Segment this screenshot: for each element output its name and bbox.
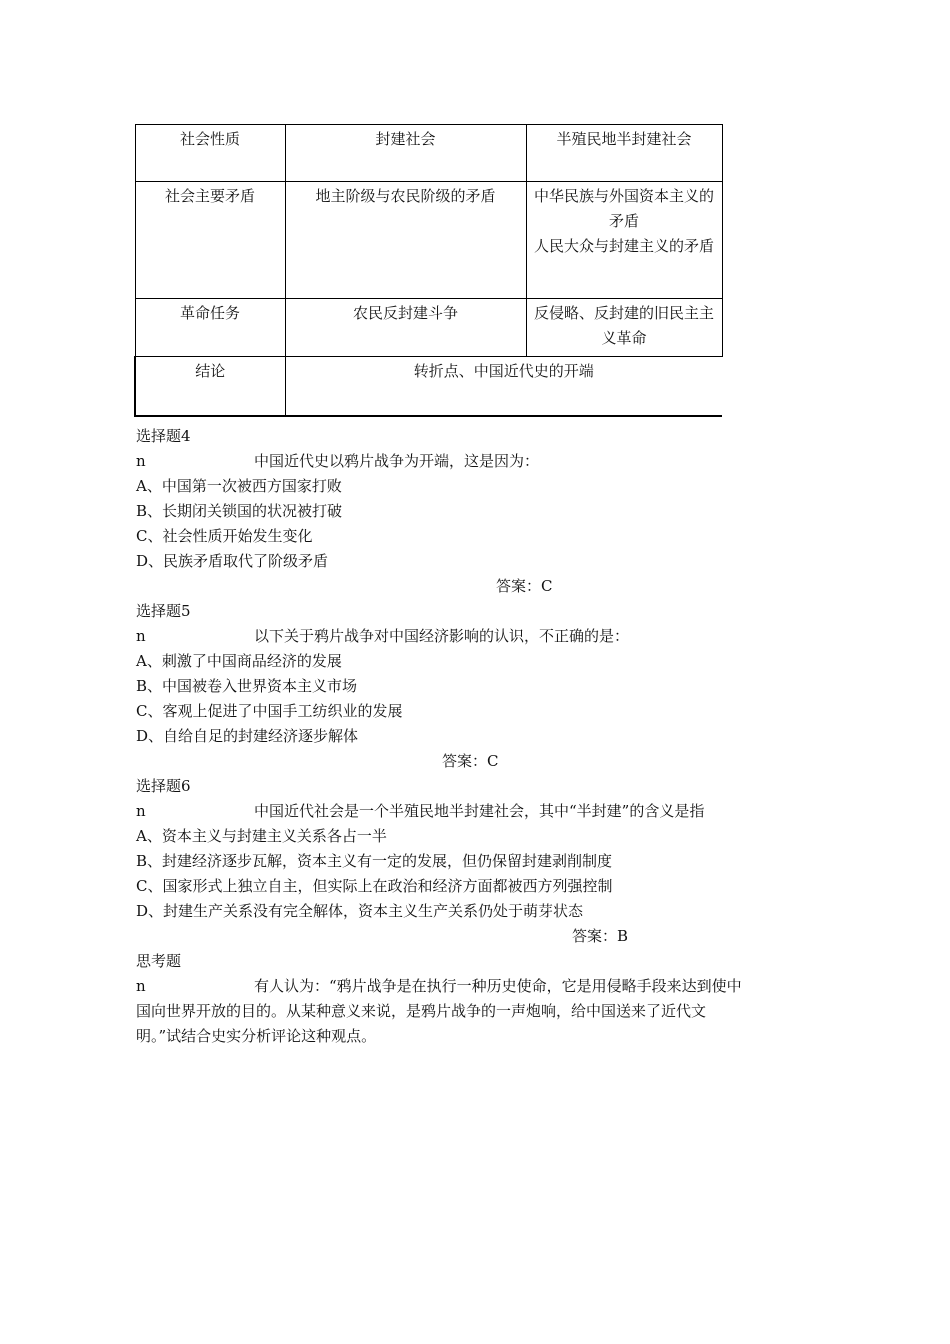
- table-cell: 结论: [135, 357, 285, 417]
- option-a: A、中国第一次被西方国家打败: [136, 477, 342, 495]
- bullet-marker: n: [136, 452, 146, 470]
- table-cell-line: 人民大众与封建主义的矛盾: [533, 237, 714, 255]
- table-cell: 农民反封建斗争: [285, 299, 526, 357]
- answer: 答案：C: [442, 752, 499, 770]
- bullet-marker: n: [136, 802, 146, 820]
- thinking-title: 思考题: [136, 952, 182, 970]
- question-stem: [136, 799, 816, 824]
- table-cell: 半殖民地半封建社会: [526, 125, 722, 182]
- table-cell: 社会性质: [135, 125, 285, 182]
- option-a: A、资本主义与封建主义关系各占一半: [136, 827, 387, 845]
- option-d: D、自给自足的封建经济逐步解体: [136, 727, 359, 745]
- table-row: [135, 125, 722, 182]
- option-b: B、封建经济逐步瓦解，资本主义有一定的发展，但仍保留封建剥削制度: [136, 852, 613, 870]
- question-title: 选择题4: [136, 427, 191, 445]
- question-stem: [136, 449, 816, 474]
- option-d: D、封建生产关系没有完全解体，资本主义生产关系仍处于萌芽状态: [136, 902, 584, 920]
- option-c: C、客观上促进了中国手工纺织业的发展: [136, 702, 403, 720]
- table-cell: 封建社会: [285, 125, 526, 182]
- table-cell: 反侵略、反封建的旧民主主义革命: [526, 299, 722, 357]
- bullet-marker: n: [136, 627, 146, 645]
- question-stem-text: 中国近代史以鸦片战争为开端，这是因为：: [254, 452, 540, 470]
- table-cell: [526, 182, 722, 299]
- question-title: 选择题5: [136, 602, 191, 620]
- option-c: C、国家形式上独立自主，但实际上在政治和经济方面都被西方列强控制: [136, 877, 613, 895]
- document-body: [136, 424, 816, 1049]
- question-title: 选择题6: [136, 777, 191, 795]
- option-b: B、中国被卷入世界资本主义市场: [136, 677, 358, 695]
- table-cell-line: 中华民族与外国资本主义的矛盾: [533, 187, 714, 230]
- question-stem-text: 以下关于鸦片战争对中国经济影响的认识，不正确的是：: [254, 627, 630, 645]
- table-cell: 社会主要矛盾: [135, 182, 285, 299]
- table-row: [135, 182, 722, 299]
- table-cell: 地主阶级与农民阶级的矛盾: [285, 182, 526, 299]
- thinking-text: 有人认为：“鸦片战争是在执行一种历史使命，它是用侵略手段来达到使中: [254, 977, 742, 995]
- option-d: D、民族矛盾取代了阶级矛盾: [136, 552, 329, 570]
- table-cell: 革命任务: [135, 299, 285, 357]
- option-a: A、刺激了中国商品经济的发展: [136, 652, 342, 670]
- table-cell: 转折点、中国近代史的开端: [285, 357, 722, 417]
- answer: 答案：C: [496, 577, 553, 595]
- thinking-line-1: [136, 974, 816, 999]
- option-b: B、长期闭关锁国的状况被打破: [136, 502, 343, 520]
- option-c: C、社会性质开始发生变化: [136, 527, 313, 545]
- question-stem: [136, 624, 816, 649]
- comparison-table: [134, 124, 723, 417]
- thinking-line-2: 国向世界开放的目的。从某种意义来说，是鸦片战争的一声炮响，给中国送来了近代文: [136, 1002, 707, 1020]
- table-row: [135, 299, 722, 357]
- thinking-line-3: 明。”试结合史实分析评论这种观点。: [136, 1027, 377, 1045]
- bullet-marker: n: [136, 977, 146, 995]
- table-row: [135, 357, 722, 417]
- answer: 答案：B: [572, 927, 629, 945]
- question-stem-text: 中国近代社会是一个半殖民地半封建社会，其中“半封建”的含义是指: [254, 802, 705, 820]
